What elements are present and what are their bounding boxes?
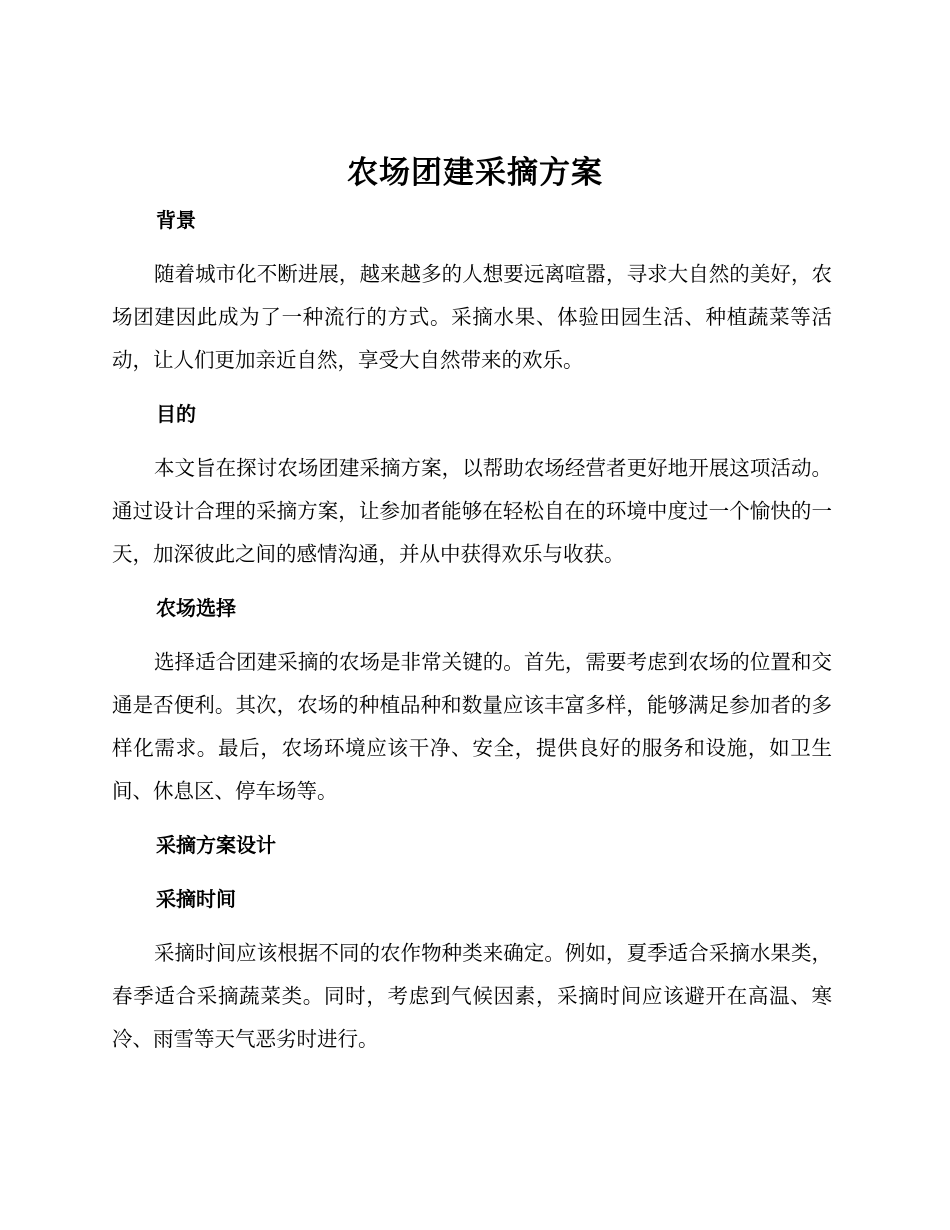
section-heading-farm-selection: 农场选择 [156, 596, 236, 620]
section-heading-purpose: 目的 [156, 402, 196, 426]
section-paragraph-picking-time: 采摘时间应该根据不同的农作物种类来确定。例如，夏季适合采摘水果类，春季适合采摘蔬菜类。同时，考虑到气候因素，采摘时间应该避开在高温、寒冷、雨雪等天气恶劣时进行。 [112, 941, 832, 1051]
section-paragraph-farm-selection: 选择适合团建采摘的农场是非常关键的。首先，需要考虑到农场的位置和交通是否便利。其次，农场的种植品种和数量应该丰富多样，能够满足参加者的多样化需求。最后，农场环境应该干净、安全，提供良好的服务和设施，如卫生间、休息区、停车场等。 [112, 650, 832, 803]
section-heading-picking-time: 采摘时间 [156, 887, 236, 911]
document-title: 农场团建采摘方案 [347, 155, 603, 191]
section-paragraph-purpose: 本文旨在探讨农场团建采摘方案，以帮助农场经营者更好地开展这项活动。通过设计合理的采摘方案，让参加者能够在轻松自在的环境中度过一个愉快的一天，加深彼此之间的感情沟通，并从中获得欢乐与收获。 [112, 456, 832, 566]
section-heading-picking-plan-design: 采摘方案设计 [156, 833, 276, 857]
section-heading-background: 背景 [156, 208, 196, 232]
section-paragraph-background: 随着城市化不断进展，越来越多的人想要远离喧嚣，寻求大自然的美好，农场团建因此成为了一种流行的方式。采摘水果、体验田园生活、种植蔬菜等活动，让人们更加亲近自然，享受大自然带来的欢乐。 [112, 262, 832, 372]
